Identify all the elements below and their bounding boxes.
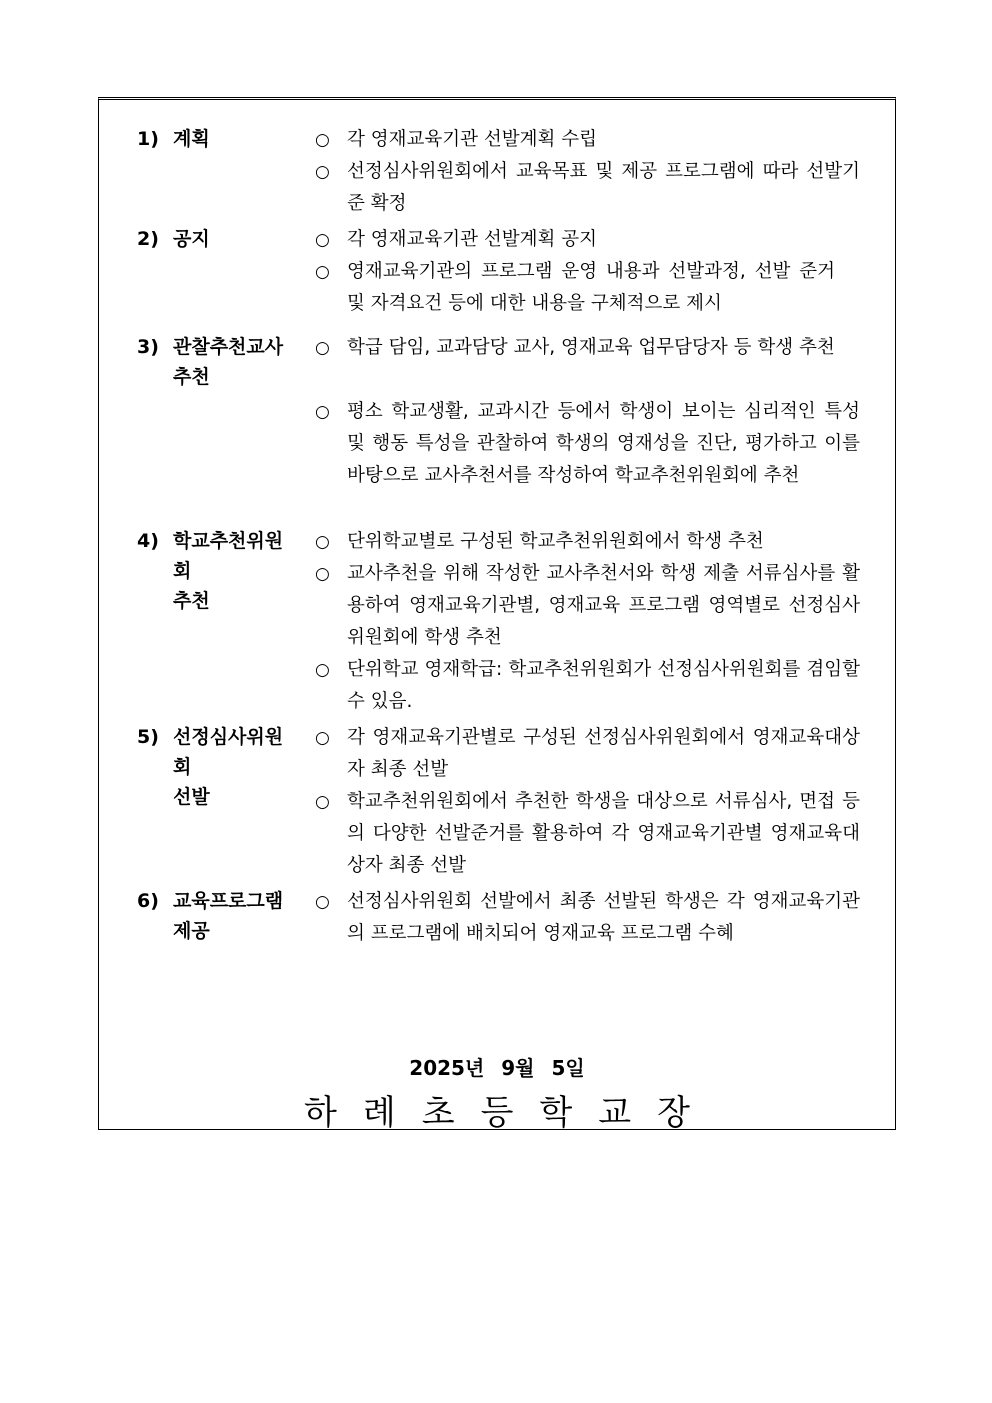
section-number: 1): [137, 128, 159, 150]
document-date: 2025년 9월 5일: [409, 1056, 585, 1080]
circle-bullet-icon: ○: [315, 892, 330, 912]
circle-bullet-icon: ○: [315, 130, 330, 150]
bullet-item: ○ 각 영재교육기관 선발계획 수립: [315, 124, 860, 156]
bullet-item: ○ 단위학교별로 구성된 학교추천위원회에서 학생 추천: [315, 526, 860, 558]
signer-name: 하례초등학교장: [304, 1093, 716, 1133]
bullet-item: ○ 단위학교 영재학급: 학교추천위원회가 선정심사위원회를 겸임할 수 있음.: [315, 654, 860, 718]
bullet-item: ○ 학급 담임, 교과담당 교사, 영재교육 업무담당자 등 학생 추천: [315, 332, 860, 364]
circle-bullet-icon: ○: [315, 792, 330, 812]
circle-bullet-icon: ○: [315, 262, 330, 282]
bullet-item: ○ 각 영재교육기관별로 구성된 선정심사위원회에서 영재교육대상자 최종 선발: [315, 722, 860, 786]
section-number: 6): [137, 890, 159, 912]
section-title: 관찰추천교사 추천: [173, 336, 284, 388]
section-number: 5): [137, 726, 159, 748]
bullet-item: ○ 선정심사위원회 선발에서 최종 선발된 학생은 각 영재교육기관의 프로그램에 배치되어 영재교육 프로그램 수혜: [315, 886, 860, 950]
circle-bullet-icon: ○: [315, 564, 330, 584]
bullet-item: ○ 영재교육기관의 프로그램 운영 내용과 선발과정, 선발 준거 및 자격요건 등에 대한 내용을 구체적으로 제시: [315, 256, 835, 320]
circle-bullet-icon: ○: [315, 660, 330, 680]
section-title: 선정심사위원회 선발: [173, 726, 284, 808]
circle-bullet-icon: ○: [315, 728, 330, 748]
bullet-item: ○ 선정심사위원회에서 교육목표 및 제공 프로그램에 따라 선발기준 확정: [315, 156, 860, 220]
section-number: 4): [137, 530, 159, 552]
section-number: 2): [137, 228, 159, 250]
circle-bullet-icon: ○: [315, 230, 330, 250]
bullet-item: ○ 평소 학교생활, 교과시간 등에서 학생이 보이는 심리적인 특성 및 행동 특성을 관찰하여 학생의 영재성을 진단, 평가하고 이를 바탕으로 교사추천서를 작성하여 학교추천위원회에 추천: [315, 396, 860, 492]
bullet-item: ○ 학교추천위원회에서 추천한 학생을 대상으로 서류심사, 면접 등의 다양한 선발준거를 활용하여 각 영재교육기관별 영재교육대상자 최종 선발: [315, 786, 860, 882]
section-number: 3): [137, 336, 159, 358]
circle-bullet-icon: ○: [315, 402, 330, 422]
bullet-item: ○ 교사추천을 위해 작성한 교사추천서와 학생 제출 서류심사를 활용하여 영재교육기관별, 영재교육 프로그램 영역별로 선정심사위원회에 학생 추천: [315, 558, 860, 654]
circle-bullet-icon: ○: [315, 162, 330, 182]
bullet-item: ○ 각 영재교육기관 선발계획 공지: [315, 224, 860, 256]
document-frame: [98, 97, 896, 1133]
section-title: 공지: [173, 228, 210, 250]
section-title: 계획: [173, 128, 210, 150]
circle-bullet-icon: ○: [315, 532, 330, 552]
section-title: 학교추천위원회 추천: [173, 530, 284, 612]
circle-bullet-icon: ○: [315, 338, 330, 358]
section-title: 교육프로그램 제공: [173, 890, 284, 942]
